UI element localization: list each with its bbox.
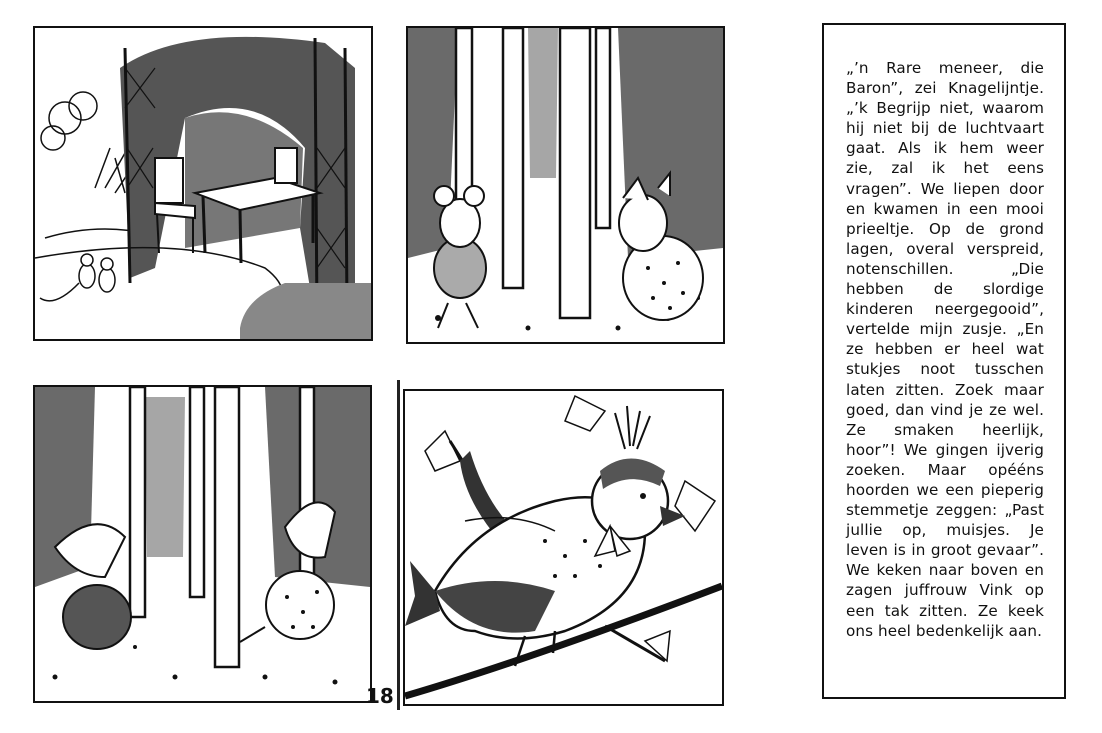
arbor-illustration [35,28,371,339]
panel-divider [397,380,400,710]
illustration-panel-arbor [33,26,373,341]
page-number: 18 [366,684,394,708]
story-text-box [822,23,1066,699]
mice-eating-illustration [408,28,723,342]
mice-searching-illustration [35,387,370,701]
story-paragraph: „’n Rare meneer, die Baron”, zei Knagelijntje. „’k Begrijp niet, waarom hij niet bij de luchtvaart gaat. Als ik hem weer zie, zal ik het eens vragen”. We liepen door en kwamen in een mooi prieeltje. Op de grond lagen, overal verspreid, notenschillen. „Die hebben de slordige kinderen neergegooid”, vertelde mijn zusje. „En ze hebben er heel wat stukjes noot tusschen laten zitten. Zoek maar goed, dan vind je ze wel. Ze smaken heerlijk, hoor”! We gingen ijverig zoeken. Maar opééns hoorden we een pieperig stemmetje zeggen: „Past jullie op, muisjes. Je leven is in groot gevaar”. We keken naar boven en zagen juffrouw Vink op een tak zitten. Ze keek ons heel bedenkelijk aan. [846,59,1044,640]
illustration-panel-mice-eating [406,26,725,344]
illustration-panel-finch [403,389,724,706]
illustration-panel-mice-searching [33,385,372,703]
finch-illustration [405,391,722,704]
